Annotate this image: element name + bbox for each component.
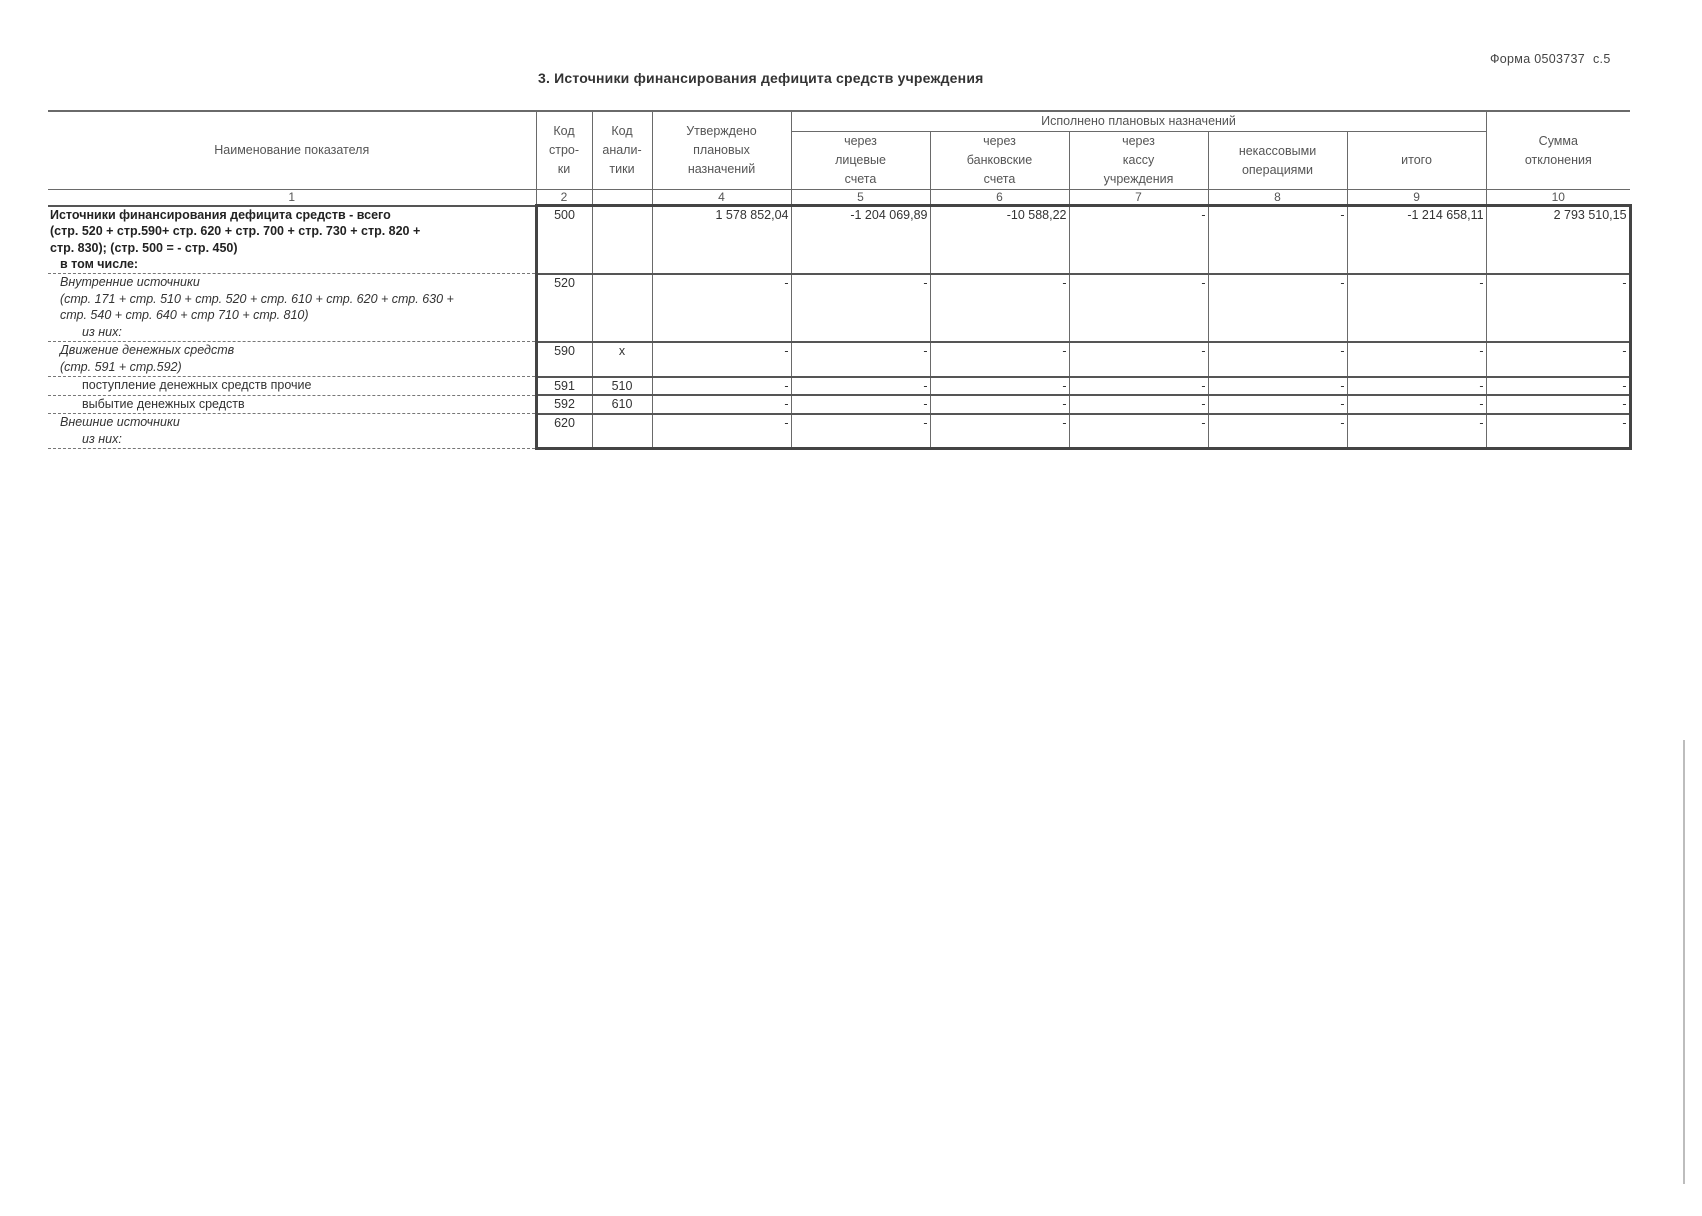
page-number: с.5 xyxy=(1593,52,1611,66)
row-name: Внутренние источники (стр. 171 + стр. 510 + стр. 520 + стр. 610 + стр. 620 + стр. 630 + стр. 540 + стр. 640 + стр 710 + стр. 810) из них: xyxy=(48,274,536,342)
non-cash-value: - xyxy=(1208,206,1347,274)
scan-edge-line xyxy=(1683,740,1685,1184)
table-row xyxy=(48,414,1630,449)
table-row xyxy=(48,206,1630,274)
bank-accounts-value: - xyxy=(930,395,1069,414)
row-name: выбытие денежных средств xyxy=(48,395,536,414)
total-value: - xyxy=(1347,274,1486,342)
column-number: 1 xyxy=(48,190,536,206)
cash-value: - xyxy=(1069,274,1208,342)
cash-value: - xyxy=(1069,414,1208,449)
row-sublabel: в том числе: xyxy=(60,257,139,271)
non-cash-value: - xyxy=(1208,274,1347,342)
analytic-code xyxy=(592,414,652,449)
total-value: - xyxy=(1347,342,1486,377)
cash-value: - xyxy=(1069,206,1208,274)
row-code: 500 xyxy=(536,206,592,274)
bank-accounts-value: - xyxy=(930,342,1069,377)
header-through-bank-accounts: через банковские счета xyxy=(930,132,1069,190)
analytic-code: x xyxy=(592,342,652,377)
deviation-value: - xyxy=(1486,414,1630,449)
financing-sources-table xyxy=(48,110,1632,450)
deviation-value: - xyxy=(1486,377,1630,396)
row-sublabel: из них: xyxy=(82,324,122,339)
row-name: Движение денежных средств (стр. 591 + стр.592) xyxy=(48,342,536,377)
row-code: 520 xyxy=(536,274,592,342)
table-row xyxy=(48,274,1630,342)
personal-accounts-value: -1 204 069,89 xyxy=(791,206,930,274)
deviation-value: - xyxy=(1486,342,1630,377)
header-approved: Утверждено плановых назначений xyxy=(652,111,791,190)
table-row xyxy=(48,377,1630,396)
column-number: 7 xyxy=(1069,190,1208,206)
row-code: 620 xyxy=(536,414,592,449)
column-number: 4 xyxy=(652,190,791,206)
header-executed-group: Исполнено плановых назначений xyxy=(791,111,1486,132)
deviation-value: - xyxy=(1486,395,1630,414)
column-number: 2 xyxy=(536,190,592,206)
total-value: - xyxy=(1347,377,1486,396)
row-name: поступление денежных средств прочие xyxy=(48,377,536,396)
deviation-value: 2 793 510,15 xyxy=(1486,206,1630,274)
row-name: Внешние источники из них: xyxy=(48,414,536,449)
analytic-code xyxy=(592,206,652,274)
approved-value: - xyxy=(652,274,791,342)
analytic-code xyxy=(592,274,652,342)
bank-accounts-value: - xyxy=(930,274,1069,342)
header-analytic-code: Код анали- тики xyxy=(592,111,652,190)
analytic-code: 610 xyxy=(592,395,652,414)
form-code xyxy=(1490,52,1611,66)
approved-value: - xyxy=(652,342,791,377)
approved-value: - xyxy=(652,395,791,414)
personal-accounts-value: - xyxy=(791,377,930,396)
column-number xyxy=(592,190,652,206)
approved-value: - xyxy=(652,414,791,449)
total-value: - xyxy=(1347,414,1486,449)
total-value: -1 214 658,11 xyxy=(1347,206,1486,274)
approved-value: - xyxy=(652,377,791,396)
header-through-personal-accounts: через лицевые счета xyxy=(791,132,930,190)
row-sublabel: из них: xyxy=(82,431,122,446)
personal-accounts-value: - xyxy=(791,395,930,414)
personal-accounts-value: - xyxy=(791,414,930,449)
column-number: 8 xyxy=(1208,190,1347,206)
table-row xyxy=(48,395,1630,414)
personal-accounts-value: - xyxy=(791,342,930,377)
non-cash-value: - xyxy=(1208,395,1347,414)
header-row-code: Код стро- ки xyxy=(536,111,592,190)
approved-value: 1 578 852,04 xyxy=(652,206,791,274)
header-total: итого xyxy=(1347,132,1486,190)
row-name: Источники финансирования дефицита средств - всего (стр. 520 + стр.590+ стр. 620 + стр. 700 + стр. 730 + стр. 820 + стр. 830); (стр. 500 = - стр. 450) в том числе: xyxy=(48,206,536,274)
row-code: 590 xyxy=(536,342,592,377)
non-cash-value: - xyxy=(1208,342,1347,377)
column-number: 5 xyxy=(791,190,930,206)
section-title: 3. Источники финансирования дефицита средств учреждения xyxy=(538,70,984,86)
row-code: 591 xyxy=(536,377,592,396)
header-indicator-name: Наименование показателя xyxy=(48,111,536,190)
header-through-cash: через кассу учреждения xyxy=(1069,132,1208,190)
column-number: 6 xyxy=(930,190,1069,206)
analytic-code: 510 xyxy=(592,377,652,396)
form-number: Форма 0503737 xyxy=(1490,52,1585,66)
deviation-value: - xyxy=(1486,274,1630,342)
personal-accounts-value: - xyxy=(791,274,930,342)
cash-value: - xyxy=(1069,395,1208,414)
cash-value: - xyxy=(1069,342,1208,377)
cash-value: - xyxy=(1069,377,1208,396)
total-value: - xyxy=(1347,395,1486,414)
column-number: 10 xyxy=(1486,190,1630,206)
bank-accounts-value: - xyxy=(930,377,1069,396)
non-cash-value: - xyxy=(1208,377,1347,396)
header-deviation: Сумма отклонения xyxy=(1486,111,1630,190)
non-cash-value: - xyxy=(1208,414,1347,449)
table-row xyxy=(48,342,1630,377)
column-number: 9 xyxy=(1347,190,1486,206)
bank-accounts-value: - xyxy=(930,414,1069,449)
header-non-cash: некассовыми операциями xyxy=(1208,132,1347,190)
row-code: 592 xyxy=(536,395,592,414)
bank-accounts-value: -10 588,22 xyxy=(930,206,1069,274)
